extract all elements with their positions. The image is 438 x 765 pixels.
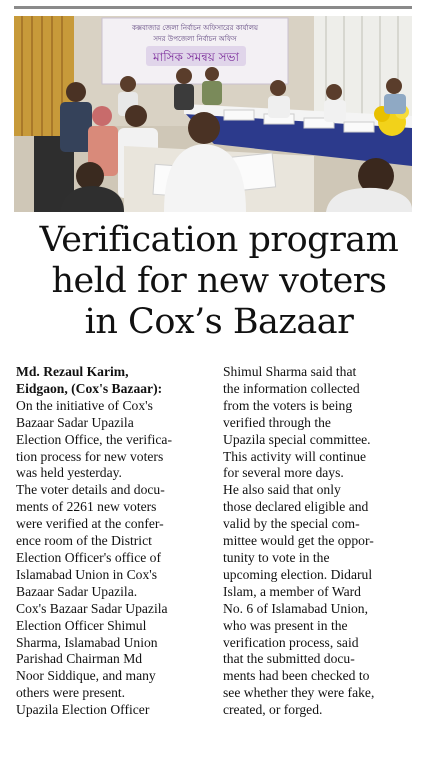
article-body-left: On the initiative of Cox's Bazaar Sadar Upazila Election Office, the verifica- tion process for new voters was held yesterday. The voter details and docu- ments of 2261 new voters were verified at the confer- ence room of the District Election Officer's office of Islamabad Union in Cox's Bazaar Sadar Upazila. Cox's Bazaar Sadar Upazila Election Officer Shimul Sharma, Islamabad Union Parishad Chairman Md Noor Siddique, and many others were present. Upazila Election Officer <box>16 397 172 718</box>
news-photo <box>14 16 412 212</box>
banner-title: মাসিক সমন্বয় সভা <box>153 50 239 64</box>
banner-line-1: কক্সবাজার জেলা নির্বাচন অফিসারের কার্যালয় <box>131 24 259 32</box>
banner-line-2: সদর উপজেলা নির্বাচন অফিস <box>153 35 237 43</box>
article-body-right: Shimul Sharma said that the information collected from the voters is being verified through the Upazila special committee. This activity will continue for several more days. He also said that only those declared eligible and valid by the special com- mittee would get the oppor- tunity to vote in the upcoming election. Didarul Islam, a member of Ward No. 6 of Islamabad Union, who was present in the verification process, said that the submitted docu- ments had been checked to see whether they were fake, created, or forged. <box>223 364 375 718</box>
headline: Verification program held for new voters in Cox’s Bazaar <box>39 220 399 342</box>
article-column-left <box>16 364 216 719</box>
byline: Md. Rezaul Karim, Eidgaon, (Cox's Bazaar): <box>16 364 163 396</box>
top-rule <box>14 6 412 9</box>
meeting-photo-illustration <box>14 16 412 212</box>
article-column-right <box>223 364 423 719</box>
